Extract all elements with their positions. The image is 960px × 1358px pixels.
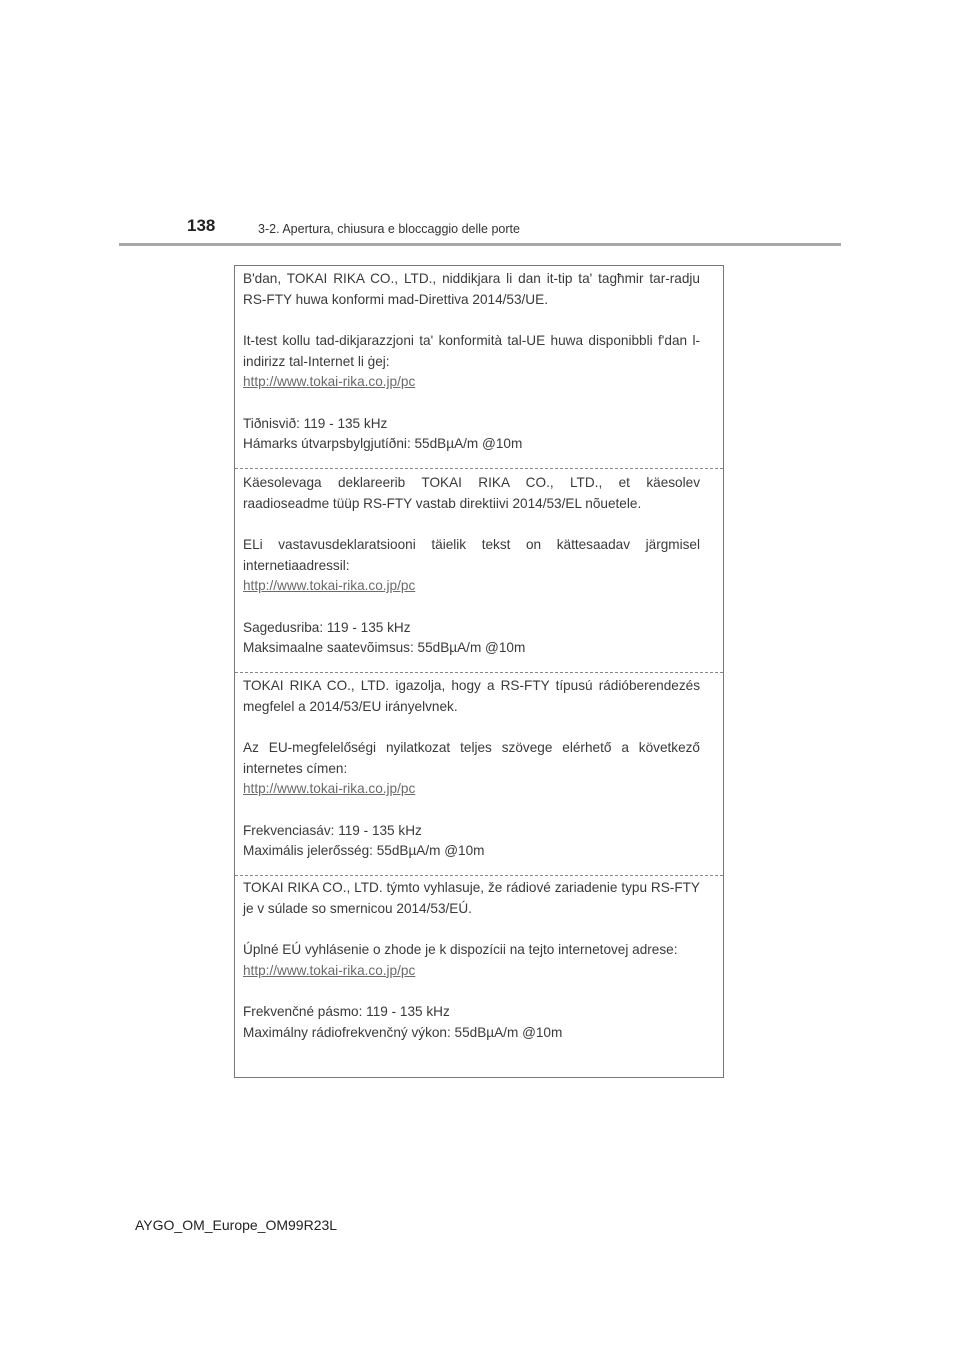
- declaration-link[interactable]: http://www.tokai-rika.co.jp/pc: [243, 374, 416, 389]
- availability-text: Az EU-megfelelőségi nyilatkozat teljes szövege elérhető a következő internetes címen:: [243, 740, 700, 776]
- availability-text: ELi vastavusdeklaratsiooni täielik tekst on kättesaadav järgmisel internetiaadressil:: [243, 537, 700, 573]
- declaration-text: TOKAI RIKA CO., LTD. igazolja, hogy a RS-FTY típusú rádióberendezés megfelel a 2014/53/EU irányelvnek.: [243, 678, 700, 714]
- declaration-block-estonian: [235, 473, 723, 659]
- frequency-text: Tiðnisvið: 119 - 135 kHz: [243, 415, 388, 431]
- frequency-text: Frekvenčné pásmo: 119 - 135 kHz: [243, 1004, 450, 1019]
- declaration-text: TOKAI RIKA CO., LTD. týmto vyhlasuje, že rádiové zariadenie typu RS-FTY je v súlade so smernicou 2014/53/EÚ.: [243, 880, 700, 916]
- power-text: Maksimaalne saatevõimsus: 55dBµA/m @10m: [243, 640, 526, 655]
- availability-text: It-test kollu tad-dikjarazzjoni ta' konformità tal-UE huwa disponibbli f'dan l-indirizz tal-Internet li ġej:: [243, 333, 700, 369]
- block-separator: [235, 672, 723, 673]
- power-text: Maximális jelerősség: 55dBµA/m @10m: [243, 843, 485, 858]
- declaration-link[interactable]: http://www.tokai-rika.co.jp/pc: [243, 962, 416, 978]
- page-number: 138: [187, 216, 216, 235]
- availability-text: Úplné EÚ vyhlásenie o zhode je k dispozícii na tejto internetovej adrese:: [243, 942, 678, 957]
- declaration-text: B'dan, TOKAI RIKA CO., LTD., niddikjara li dan it-tip ta' tagħmir tar-radju RS-FTY huwa konformi mad-Direttiva 2014/53/UE.: [243, 271, 700, 307]
- header-rule: [119, 243, 841, 246]
- declaration-link[interactable]: http://www.tokai-rika.co.jp/pc: [243, 578, 416, 593]
- declaration-block-maltese: [235, 269, 723, 455]
- declaration-text: Käesolevaga deklareerib TOKAI RIKA CO., LTD., et käesolev raadioseadme tüüp RS-FTY vastab direktiivi 2014/53/EL nõuetele.: [243, 475, 700, 511]
- frequency-text: Frekvenciasáv: 119 - 135 kHz: [243, 822, 422, 838]
- document-code: AYGO_OM_Europe_OM99R23L: [135, 1217, 338, 1233]
- declaration-link[interactable]: http://www.tokai-rika.co.jp/pc: [243, 781, 416, 796]
- declaration-panel: [234, 265, 724, 1078]
- declaration-block-slovak: [235, 878, 723, 1043]
- frequency-text: Sagedusriba: 119 - 135 kHz: [243, 619, 411, 635]
- block-separator: [235, 468, 723, 469]
- power-text: Maximálny rádiofrekvenčný výkon: 55dBµA/m @10m: [243, 1024, 563, 1040]
- power-text: Hámarks útvarpsbylgjutíðni: 55dBµA/m @10m: [243, 436, 523, 451]
- block-separator: [235, 875, 723, 876]
- declaration-block-hungarian: [235, 676, 723, 862]
- section-title: 3-2. Apertura, chiusura e bloccaggio delle porte: [258, 222, 520, 236]
